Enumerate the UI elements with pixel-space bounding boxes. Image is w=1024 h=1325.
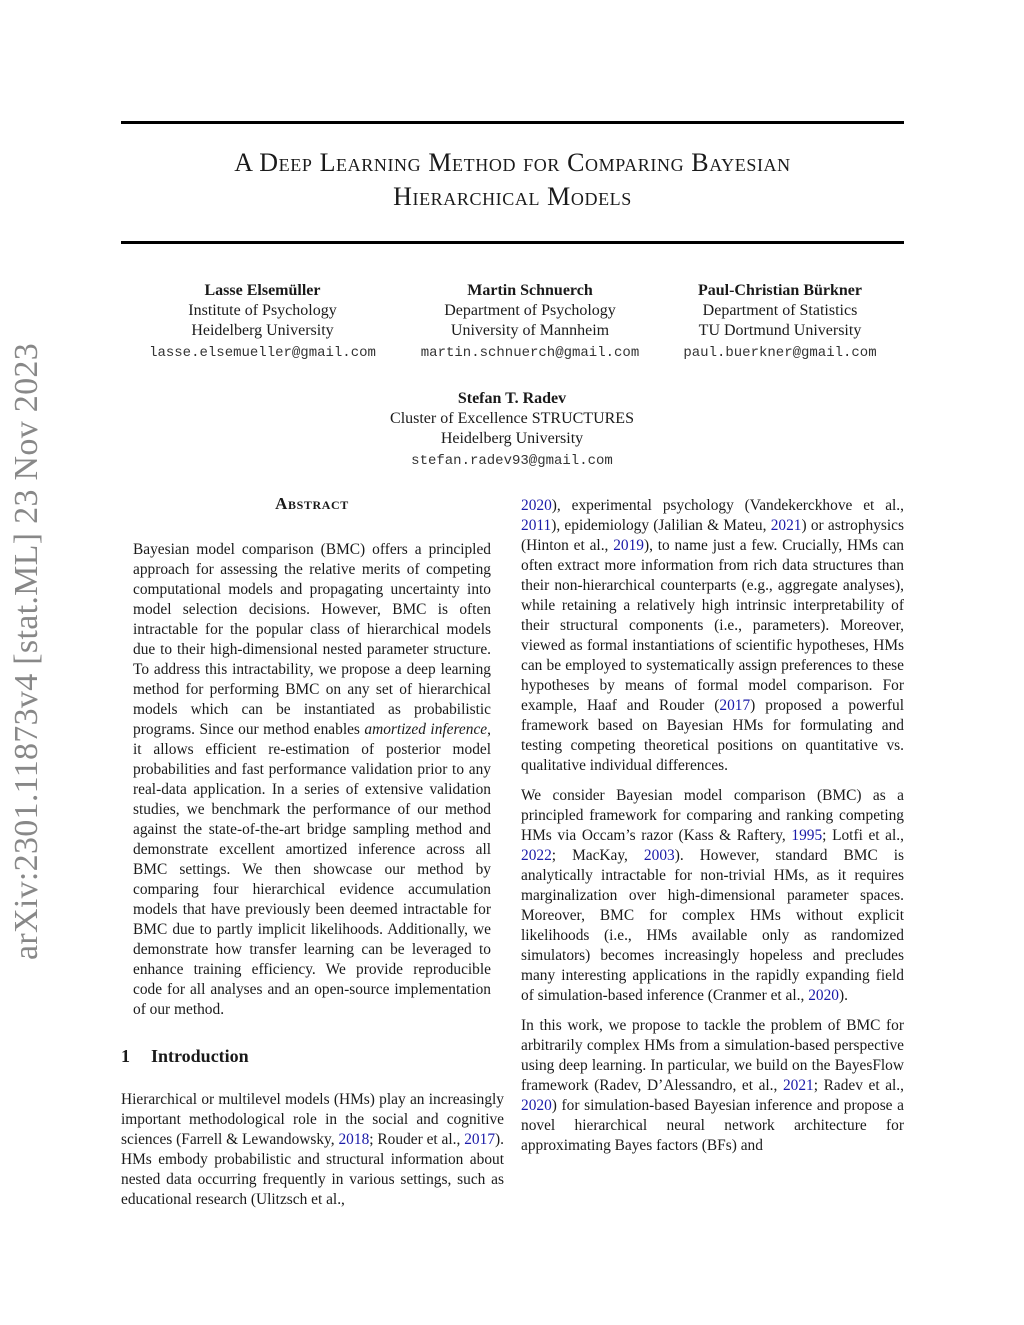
- citation-link[interactable]: 2017: [464, 1131, 496, 1148]
- author-name: Martin Schnuerch: [467, 282, 593, 299]
- introduction-body: [121, 1090, 504, 1210]
- citation-link[interactable]: 2020: [521, 1097, 552, 1114]
- body-paragraph: [521, 1016, 904, 1156]
- text-run: Hierarchical or multilevel models (HMs) play an increasingly important methodological role in the social and cognitive sciences (Farrell & Lewandowsky,: [121, 1091, 504, 1148]
- author-institution: Heidelberg University: [440, 430, 584, 447]
- author-institution: TU Dortmund University: [698, 322, 862, 339]
- text-run: ; Rouder et al.,: [369, 1131, 465, 1148]
- section-title: Introduction: [151, 1046, 249, 1066]
- arxiv-identifier-stamp: arXiv:2301.11873v4 [stat.ML] 23 Nov 2023: [8, 342, 45, 960]
- text-run: We consider Bayesian model comparison (BMC) as a principled framework for comparing and ranking competing HMs via Occam’s razor (Kass & Raftery,: [521, 787, 904, 844]
- author-block: [660, 281, 900, 363]
- text-run: ) for simulation-based Bayesian inference and propose a novel hierarchical neural network architecture for approximating Bayes factors (BFs) and: [521, 1097, 904, 1154]
- text-run: ; MacKay,: [551, 847, 644, 864]
- author-affiliation: Institute of Psychology: [188, 302, 337, 319]
- citation-link[interactable]: 2018: [338, 1131, 370, 1148]
- abstract-text-part: , it allows efficient re-estimation of posterior model probabilities and fast performance validation prior to any real-data application. In a series of extensive validation studies, we benchmark the performance of our method against the state-of-the-art bridge sampling method and demonstrate excellent amortized inference across all BMC settings. We then showcase our method by comparing four hierarchical evidence accumulation models that have previously been deemed intractable for BMC due to partly implicit likelihoods. Additionally, we demonstrate how transfer learning can be leveraged to enhance training efficiency. We provide reproducible code for all analyses and an open-source implementation of our method.: [133, 721, 491, 1018]
- text-run: ) or astrophysics (Hinton et al.,: [521, 517, 905, 554]
- paper-title: [121, 146, 904, 214]
- author-affiliation: Department of Statistics: [702, 302, 858, 319]
- right-column-body: [521, 496, 904, 1156]
- text-run: ), epidemiology (Jalilian & Mateu,: [551, 517, 771, 534]
- text-run: ). However, standard BMC is analytically intractable for non-trivial HMs, as it requires marginalization over high-dimensional parameter spaces. Moreover, BMC for complex HMs without explicit likelihoods (i.e., HMs available only as randomized simulators) becomes increasingly hopeless and precludes many interesting applications in the rapidly expanding field of simulation-based inference (Cranmer et al.,: [521, 847, 904, 1004]
- title-top-rule: [121, 121, 904, 124]
- author-block: [120, 281, 405, 363]
- author-email[interactable]: lasse.elsemueller@gmail.com: [149, 345, 376, 361]
- body-paragraph: [521, 786, 904, 1006]
- abstract-body: [133, 540, 491, 1020]
- author-email[interactable]: martin.schnuerch@gmail.com: [420, 345, 640, 361]
- abstract-heading: Abstract: [275, 494, 349, 513]
- citation-link[interactable]: 2017: [719, 697, 751, 714]
- section-number: 1: [121, 1046, 130, 1066]
- text-run: ; Radev et al.,: [813, 1077, 904, 1094]
- citation-link[interactable]: 2021: [770, 517, 802, 534]
- citation-link[interactable]: 2003: [643, 847, 675, 864]
- abstract-paragraph: [133, 540, 491, 1020]
- body-paragraph: [521, 496, 904, 776]
- text-run: ), experimental psychology (Vandekerckhove et al.,: [551, 497, 904, 514]
- author-affiliation: Department of Psychology: [444, 302, 616, 319]
- title-line-2: Hierarchical Models: [393, 182, 632, 211]
- citation-link[interactable]: 2022: [521, 847, 552, 864]
- author-institution: University of Mannheim: [450, 322, 610, 339]
- author-institution: Heidelberg University: [191, 322, 334, 339]
- text-run: ) proposed a powerful framework based on Bayesian HMs for formulating and testing competing theoretical positions on quantitative vs. qualitative individual differences.: [521, 697, 904, 774]
- title-line-1: A Deep Learning Method for Comparing Bayesian: [234, 148, 791, 177]
- author-email[interactable]: stefan.radev93@gmail.com: [411, 453, 613, 469]
- text-run: In this work, we propose to tackle the problem of BMC for arbitrarily complex HMs from a simulation-based perspective using deep learning. In particular, we build on the BayesFlow framework (Radev, D’Alessandro, et al.,: [521, 1017, 904, 1094]
- citation-link[interactable]: 2020: [521, 497, 552, 514]
- title-bottom-rule: [121, 241, 904, 244]
- body-paragraph: [121, 1090, 504, 1210]
- citation-link[interactable]: 2021: [782, 1077, 814, 1094]
- citation-link[interactable]: 2019: [613, 537, 644, 554]
- citation-link[interactable]: 2011: [521, 517, 552, 534]
- text-run: ). HMs embody probabilistic and structural information about nested data occurring frequently in various settings, such as educational research (Ulitzsch et al.,: [121, 1131, 504, 1208]
- text-run: ), to name just a few. Crucially, HMs can often extract more information from rich data structures than their non-hierarchical counterparts (e.g., aggregate analyses), while retaining a relatively high intrinsic interpretability of their structural components (i.e., parameters). Moreover, viewed as formal instantiations of scientific hypotheses, HMs can be employed to systematically assign preferences to these hypotheses by means of formal model comparison. For example, Haaf and Rouder (: [521, 537, 904, 714]
- abstract-text-part: Bayesian model comparison (BMC) offers a principled approach for assessing the relative merits of competing computational models and propagating uncertainty into model selection decisions. However, BMC is often intractable for the popular class of hierarchical models due to their high-dimensional nested parameter structure. To address this intractability, we propose a deep learning method for performing BMC on any set of hierarchical models which can be instantiated as probabilistic programs. Since our method enables: [133, 541, 491, 738]
- citation-link[interactable]: 1995: [791, 827, 823, 844]
- author-block: [362, 389, 662, 471]
- author-block: [395, 281, 665, 363]
- abstract-emphasis: amortized inference: [364, 721, 488, 738]
- author-affiliation: Cluster of Excellence STRUCTURES: [390, 410, 634, 427]
- text-run: ; Lotfi et al.,: [822, 827, 904, 844]
- text-run: ).: [838, 987, 848, 1004]
- author-email[interactable]: paul.buerkner@gmail.com: [683, 345, 877, 361]
- author-name: Paul-Christian Bürkner: [697, 282, 862, 299]
- section-heading-introduction: [121, 1046, 249, 1067]
- citation-link[interactable]: 2020: [808, 987, 839, 1004]
- author-name: Lasse Elsemüller: [204, 282, 321, 299]
- author-name: Stefan T. Radev: [457, 390, 567, 407]
